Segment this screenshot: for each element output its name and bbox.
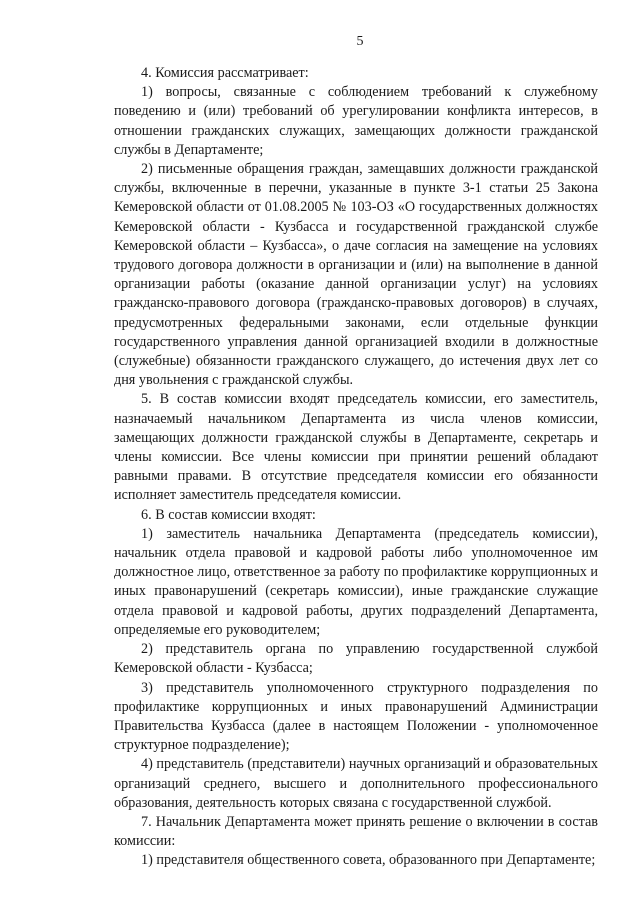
paragraph-item-6-1: 1) заместитель начальника Департамента (председатель комиссии), начальник отдела правовой и кадровой работы либо уполномоченное им должностное лицо, ответственное за работу по профилактике коррупционных и иных правонарушений (секретарь комиссии), иные гражданские служащие отдела правовой и кадровой работы, других подразделений Департамента, определяемые его руководителем; [114, 525, 598, 638]
paragraph-item-4: 4. Комиссия рассматривает: [141, 65, 309, 81]
paragraph-item-4-2: 2) письменные обращения граждан, замещавших должности гражданской службы, включенные в перечни, указанные в пункте 3-1 статьи 25 Закона Кемеровской области от 01.08.2005 № 103-ОЗ «О государственных должностях Кемеровской области - Кузбасса и государственной гражданской службе Кемеровской области – Кузбасса», о даче согласия на замещение на условиях трудового договора должности в организации и (или) на выполнение в данной организации работы (оказание данной организации услуг) на условиях гражданско-правового договора (гражданско-правовых договоров) в случаях, предусмотренных федеральными законами, если отдельные функции государственного управления данной организацией входили в должностные (служебные) обязанности гражданского служащего, до истечения двух лет со дня увольнения с гражданской службы. [114, 161, 598, 389]
paragraph-item-6-4: 4) представитель (представители) научных организаций и образовательных организаций среднего, высшего и дополнительного профессионального образования, деятельность которых связана с государственной службой. [114, 756, 598, 811]
paragraph-item-6-3: 3) представитель уполномоченного структурного подразделения по профилактике коррупционных и иных правонарушений Администрации Правительства Кузбасса (далее в настоящем Положении - уполномоченное структурное подразделение); [114, 679, 598, 754]
paragraph-item-6: 6. В состав комиссии входят: [141, 506, 316, 523]
paragraph-item-5: 5. В состав комиссии входят председатель комиссии, его заместитель, назначаемый начальником Департамента из числа членов комиссии, замещающих должности гражданской службы в Департаменте, секретарь и члены комиссии. Все члены комиссии при принятии решений обладают равными правами. В отсутствие председателя комиссии его обязанности исполняет заместитель председателя комиссии. [114, 391, 598, 504]
paragraph-item-7: 7. Начальник Департамента может принять решение о включении в состав комиссии: [114, 813, 598, 850]
paragraph-item-7-1: 1) представителя общественного совета, образованного при Департаменте; [141, 852, 596, 869]
paragraph-item-6-2: 2) представитель органа по управлению государственной службой Кемеровской области - Кузбасса; [114, 641, 598, 677]
page-number: 5 [356, 34, 364, 49]
paragraph-item-4-1: 1) вопросы, связанные с соблюдением требований к служебному поведению и (или) требований об урегулировании конфликта интересов, в отношении гражданских служащих, замещающих должности гражданской службы в Департаменте; [114, 84, 598, 158]
